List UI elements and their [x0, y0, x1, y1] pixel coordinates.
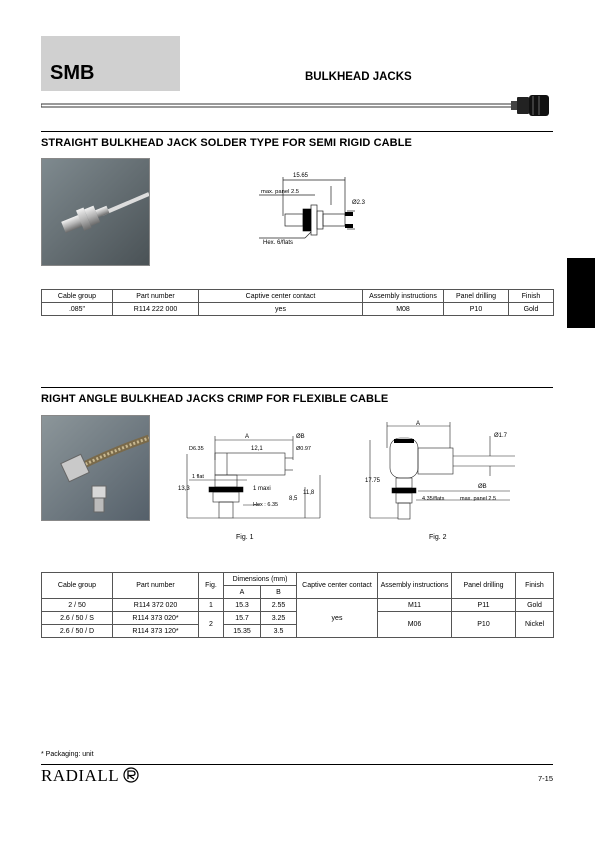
cell-panel: P10 — [452, 612, 516, 638]
table-header-row — [42, 573, 554, 586]
col-captive-contact: Captive center contact — [199, 290, 363, 303]
dim-length: 15.65 — [293, 173, 309, 179]
fig1-label-d635: D6.35 — [189, 446, 204, 452]
cell-dim-a: 15.7 — [224, 612, 261, 625]
cell-panel: P10 — [444, 303, 509, 316]
fig1-label-121: 12,1 — [251, 446, 263, 452]
fig1-label-097: Ø0.97 — [296, 446, 311, 452]
page-number: 7-15 — [538, 774, 554, 783]
right-angle-jack-table — [41, 572, 554, 638]
fig2-caption: Fig. 2 — [429, 534, 447, 541]
cell-panel: P11 — [452, 599, 516, 612]
cell-captive: yes — [297, 599, 378, 638]
brand-label: SMB — [50, 62, 95, 84]
section-title-right-angle: RIGHT ANGLE BULKHEAD JACKS CRIMP FOR FLEXIBLE CABLE — [41, 393, 389, 405]
cell-part-number: R114 222 000 — [113, 303, 199, 316]
footer-divider — [41, 764, 553, 765]
section-divider — [41, 387, 553, 388]
fig1-label-db: ØB — [296, 434, 305, 440]
col-part-number: Part number — [113, 573, 199, 599]
cell-fig: 2 — [199, 612, 224, 638]
col-finish: Finish — [509, 290, 554, 303]
col-part-number: Part number — [113, 290, 199, 303]
fig1-label-a: A — [245, 434, 250, 440]
cell-captive: yes — [199, 303, 363, 316]
fig1-label-85: 8,5 — [289, 496, 298, 502]
cell-finish: Gold — [509, 303, 554, 316]
straight-jack-drawing — [255, 168, 380, 248]
fig1-drawing — [175, 420, 325, 530]
col-dimensions: Dimensions (mm) — [224, 573, 297, 586]
col-finish: Finish — [516, 573, 554, 599]
logo-mark-icon — [123, 767, 139, 783]
header-cable-graphic — [41, 93, 556, 117]
fig1-label-flat: 1 flat — [192, 474, 204, 480]
fig1-label-hex: Hex : 6.35 — [253, 502, 279, 508]
col-assembly: Assembly instructions — [363, 290, 444, 303]
cell-part-number: R114 372 020 — [113, 599, 199, 612]
dim-panel: max. panel 2.5 — [261, 189, 300, 195]
cell-fig: 1 — [199, 599, 224, 612]
table-header-row — [42, 290, 554, 303]
col-cable-group: Cable group — [42, 573, 113, 599]
fig2-drawing — [360, 418, 520, 528]
col-fig: Fig. — [199, 573, 224, 599]
col-dim-b: B — [261, 586, 297, 599]
col-dim-a: A — [224, 586, 261, 599]
fig1-label-118: 11,8 — [303, 490, 315, 496]
fig1-caption: Fig. 1 — [236, 534, 254, 541]
cell-dim-b: 3.25 — [261, 612, 297, 625]
straight-jack-photo — [41, 158, 150, 266]
fig1-label-133: 13,3 — [178, 486, 190, 492]
cell-assembly: M08 — [363, 303, 444, 316]
cell-assembly: M11 — [378, 599, 452, 612]
fig2-label-flats: 4.35/flats — [422, 496, 445, 502]
cell-cable-group: .085" — [42, 303, 113, 316]
fig1-label-max: 1 maxi — [253, 486, 271, 492]
fig2-label-a: A — [416, 421, 421, 427]
radiall-logo — [41, 766, 139, 786]
cell-dim-a: 15.3 — [224, 599, 261, 612]
page-title: BULKHEAD JACKS — [305, 71, 412, 83]
cell-cable-group: 2.6 / 50 / D — [42, 625, 113, 638]
cell-assembly: M06 — [378, 612, 452, 638]
section-title-straight: STRAIGHT BULKHEAD JACK SOLDER TYPE FOR SEMI RIGID CABLE — [41, 137, 412, 149]
table-row — [42, 599, 554, 612]
col-assembly: Assembly instructions — [378, 573, 452, 599]
cell-dim-a: 15.35 — [224, 625, 261, 638]
dim-hex: Hex. 6/flats — [263, 240, 294, 246]
col-panel-drilling: Panel drilling — [452, 573, 516, 599]
cell-finish: Nickel — [516, 612, 554, 638]
col-panel-drilling: Panel drilling — [444, 290, 509, 303]
fig2-label-d17: Ø1.7 — [494, 433, 508, 439]
right-angle-jack-photo — [41, 415, 150, 521]
table-row — [42, 303, 554, 316]
cell-dim-b: 3.5 — [261, 625, 297, 638]
cell-finish: Gold — [516, 599, 554, 612]
fig2-label-panel: max. panel 2.5 — [460, 496, 497, 502]
cell-part-number: R114 373 020* — [113, 612, 199, 625]
footnote: * Packaging: unit — [41, 751, 94, 758]
section-divider — [41, 131, 553, 132]
straight-jack-table — [41, 289, 554, 316]
chapter-tab — [567, 258, 595, 328]
fig2-label-1775: 17.75 — [365, 478, 381, 484]
col-captive-contact: Captive center contact — [297, 573, 378, 599]
dim-diameter: Ø2.3 — [352, 200, 366, 206]
cell-dim-b: 2.55 — [261, 599, 297, 612]
cell-cable-group: 2.6 / 50 / S — [42, 612, 113, 625]
logo-text: RADIALL — [41, 766, 119, 785]
fig2-label-db: ØB — [478, 484, 487, 490]
cell-cable-group: 2 / 50 — [42, 599, 113, 612]
col-cable-group: Cable group — [42, 290, 113, 303]
cell-part-number: R114 373 120* — [113, 625, 199, 638]
